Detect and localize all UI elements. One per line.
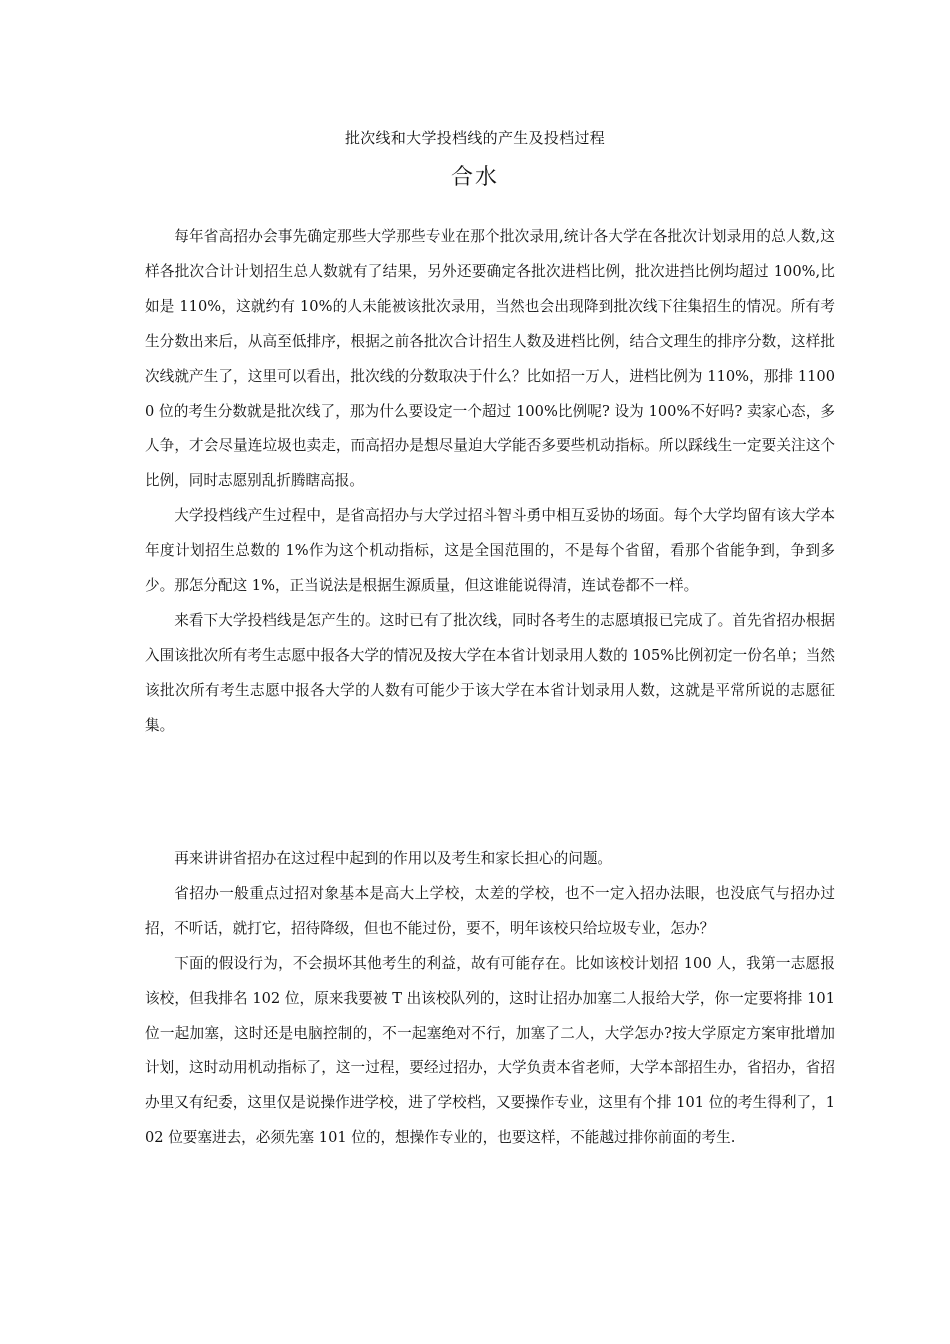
paragraph-4: 再来讲讲省招办在这过程中起到的作用以及考生和家长担心的问题。: [174, 850, 613, 867]
body-section-2: [145, 842, 835, 1156]
paragraph-2: 大学投档线产生过程中，是省高招办与大学过招斗智斗勇中相互妥协的场面。每个大学均留有该大学本年度计划招生总数的 1%作为这个机动指标，这是全国范围的，不是每个省留，看那个省能争到，争到多少。那怎分配这 1%，正当说法是根据生源质量，但这谁能说得清，连试卷都不一样。: [145, 507, 835, 595]
document-author: 合水: [450, 165, 499, 190]
body-section-1: [145, 220, 835, 744]
paragraph-1: 每年省高招办会事先确定那些大学那些专业在那个批次录用,统计各大学在各批次计划录用的总人数,这样各批次合计计划招生总人数就有了结果，另外还要确定各批次进档比例，批次进挡比例均超过 100%,比如是 110%，这就约有 10%的人未能被该批次录用，当然也会出现降到批次线下往集招生的情况。所有考生分数出来后，从高至低排序，根据之前各批次合计招生人数及进档比例，结合文理生的排序分数，这样批次线就产生了，这里可以看出，批次线的分数取决于什么？比如招一万人，进档比例为 110%，那排 11000 位的考生分数就是批次线了，那为什么要设定一个超过 100%比例呢? 设为 100%不好吗? 卖家心态，多人争，才会尽量连垃圾也卖走，而高招办是想尽量迫大学能否多要些机动指标。所以踩线生一定要关注这个比例，同时志愿别乱折腾瞎高报。: [145, 228, 835, 490]
paragraph-3: 来看下大学投档线是怎产生的。这时已有了批次线，同时各考生的志愿填报已完成了。首先省招办根据入围该批次所有考生志愿中报各大学的情况及按大学在本省计划录用人数的 105%比例初定一份名单；当然该批次所有考生志愿中报各大学的人数有可能少于该大学在本省计划录用人数，这就是平常所说的志愿征集。: [145, 611, 835, 734]
paragraph-5: 省招办一般重点过招对象基本是高大上学校，太差的学校，也不一定入招办法眼，也没底气与招办过招，不听话，就打它，招待降级，但也不能过份，要不，明年该校只给垃圾专业，怎办？: [145, 884, 835, 937]
paragraph-6: 下面的假设行为，不会损坏其他考生的利益，故有可能存在。比如该校计划招 100 人，我第一志愿报该校，但我排名 102 位，原来我要被 T 出该校队列的，这时让招办加塞二人报给大学，你一定要将排 101 位一起加塞，这时还是电脑控制的，不一起塞绝对不行，加塞了二人，大学怎办?按大学原定方案审批增加计划，这时动用机动指标了，这一过程，要经过招办，大学负责本省老师，大学本部招生办，省招办，省招办里又有纪委，这里仅是说操作进学校，进了学校档，又要操作专业，这里有个排 101 位的考生得利了，102 位要塞进去，必须先塞 101 位的，想操作专业的，也要这样，不能越过排你前面的考生.: [145, 954, 835, 1147]
document-title: 批次线和大学投档线的产生及投档过程: [344, 129, 606, 147]
